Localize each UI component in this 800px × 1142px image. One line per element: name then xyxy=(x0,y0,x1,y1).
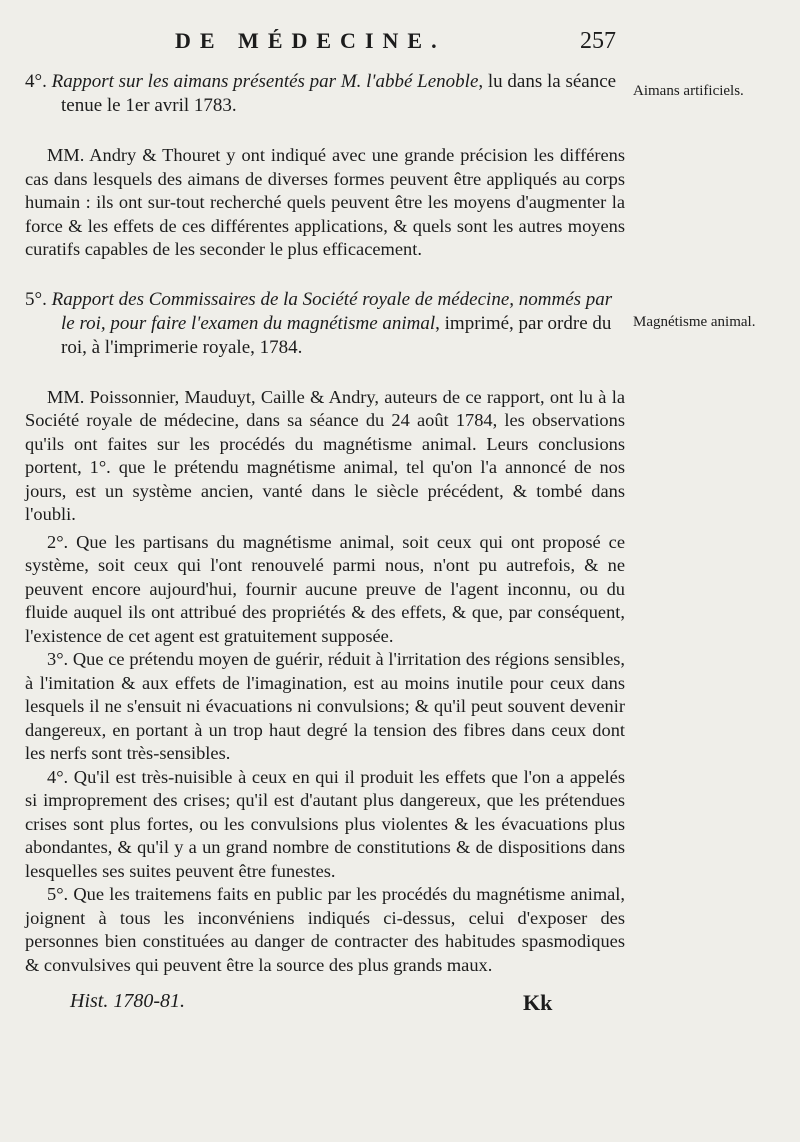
paragraph: 3°. Que ce prétendu moyen de guérir, réduit à l'irritation des régions sensibles, à l'imitation & aux effets de l'imagination, est au moins inutile pour ceux dans lesquels il ne s'ensuit ni évacuations ni convulsions; & qu'il peut souvent devenir dangereux, en portant à un trop haut degré la tension des fibres dans ceux dont les nerfs sont très-sensibles. xyxy=(25,649,625,763)
entry-number: 5°. xyxy=(25,288,47,310)
entry-heading xyxy=(25,70,625,118)
page-footer xyxy=(70,990,630,1020)
entry-report-magnetisme xyxy=(25,288,625,978)
entry-heading xyxy=(25,288,625,360)
margin-note-artificial-magnets: Aimans artificiels. xyxy=(633,83,744,99)
paragraph: MM. Poissonnier, Mauduyt, Caille & Andry, auteurs de ce rapport, ont lu à la Société royale de médecine, dans sa séance du 24 août 1784, les observations qu'ils ont faites sur les procédés du magnétisme animal. Leurs conclusions portent, 1°. que le prétendu magnétisme animal, tel qu'on l'a annoncé de nos jours, est un système ancien, vanté dans le siècle précédent, & tombé dans l'oubli. xyxy=(25,386,625,524)
paragraph: 4°. Qu'il est très-nuisible à ceux en qui il produit les effets que l'on a appelés si improprement des crises; qu'il est d'autant plus dangereux, que les prétendues crises sont plus fortes, ou les convulsions plus violentes & les évacuations plus abondantes, & qu'il y a un grand nombre de constitutions & de dispositions dans lesquelles ses suites peuvent être funestes. xyxy=(25,766,625,881)
running-title: DE MÉDECINE. xyxy=(175,28,446,53)
paragraph: MM. Andry & Thouret y ont indiqué avec une grande précision les différens cas dans lesquels des aimans de diverses formes peuvent être appliqués au corps humain : ils ont sur-tout recherché quels peuvent être les moyens d'augmenter la force & les effets de ces différentes applications, & quels sont les autres moyens curatifs capables de les seconder le plus efficacement. xyxy=(25,145,625,259)
entry-title: Rapport sur les aimans présentés par M. l'abbé Lenoble xyxy=(51,71,479,92)
entry-title-rest: , lu dans la séance tenue le 1er avril 1783. xyxy=(61,71,617,116)
entry-title: Rapport des Commissaires de la Société royale de médecine, nommés par le roi, pour faire l'examen du magnétisme animal xyxy=(51,288,613,334)
page-number: 257 xyxy=(580,28,616,54)
main-text xyxy=(25,70,625,977)
entry-number: 4°. xyxy=(25,71,47,92)
margin-note-animal-magnetism: Magnétisme animal. xyxy=(633,314,756,330)
signature-mark: Hist. 1780-81. xyxy=(70,990,185,1012)
entry-report-aimans xyxy=(25,70,625,262)
page-header xyxy=(0,26,800,60)
paragraph: 2°. Que les partisans du magnétisme animal, soit ceux qui ont proposé ce système, soit ceux qui l'ont renouvelé parmi nous, n'ont pu autrefois, & ne peuvent encore aujourd'hui, fournir aucune preuve de l'agent inconnu, ou du fluide auquel ils ont attribué des propriétés & des effets, & que, par conséquent, l'existence de cet agent est gratuitement supposée. xyxy=(25,531,625,646)
gathering-mark: Kk xyxy=(523,990,553,1015)
entry-title-rest: , imprimé, par ordre du roi, à l'imprimerie royale, 1784. xyxy=(61,312,612,358)
paragraph: 5°. Que les traitemens faits en public par les procédés du magnétisme animal, joignent à tous les inconvéniens indiqués ci-dessus, celui d'exposer des personnes bien constituées au danger de contracter des habitudes spasmodiques & convulsives qui peuvent être la source des plus grands maux. xyxy=(25,884,625,975)
